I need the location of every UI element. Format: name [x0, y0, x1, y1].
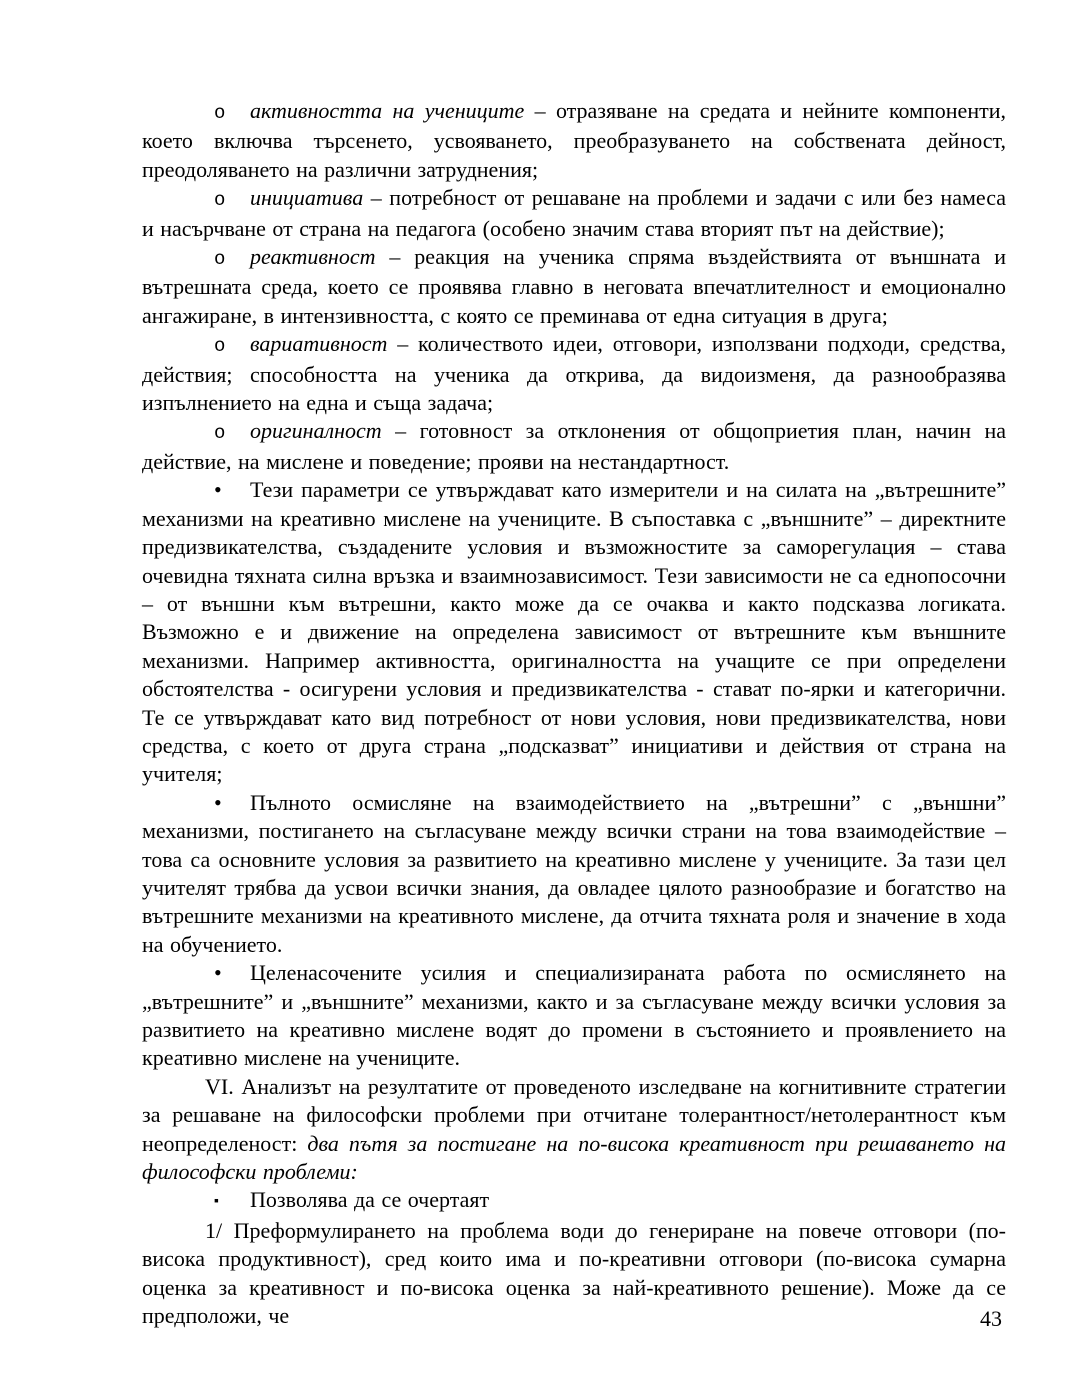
paragraph: [142, 97, 1006, 184]
square-bullet-icon: ▪: [214, 1194, 219, 1210]
circle-bullet-icon: o: [214, 102, 226, 124]
circle-bullet-icon: o: [214, 335, 226, 358]
dot-bullet-icon: •: [214, 789, 222, 815]
text-segment: инициатива: [250, 185, 364, 211]
text-segment: два пътя за постигане на по-висока креативност при решаването на философски проблеми:: [142, 1130, 1006, 1185]
text-segment: Целенасочените усилия и специализираната работа по осмислянето на „вътрешните” и „външните” механизми, както и за съгласуване между всички условия за развитието на креативно мислене водят до промени в състоянието и проявлението на креативно мислене на учениците.: [142, 960, 1006, 1071]
circle-bullet-icon: o: [214, 189, 226, 212]
text-segment: активността на учениците: [250, 98, 525, 123]
text-segment: вариативност: [250, 331, 388, 357]
dot-bullet-icon: •: [214, 960, 222, 986]
paragraph: [142, 476, 1006, 788]
text-segment: Тези параметри се утвърждават като измерители и на силата на „вътрешните” механизми на креативно мислене на учениците. В съпоставка с „външните” – директните предизвикателства, създадените условия и възможностите за саморегулация – става очевидна тяхната силна връзка и взаимнозависимост. Тези зависимости не са еднопосочни – от външни към вътрешни, както може да се очаква и както подсказва логиката. Възможно е и движение на определена зависимост от вътрешните към външните механизми. Например активността, оригиналността на учащите се при определени обстоятелства - осигурени условия и предизвикателства - стават по-ярки и категорични. Те се утвърждават като вид потребност от нови условия, нови предизвикателства, нови средства, с което от друга страна „подсказват” инициативи и действия от страна на учителя;: [142, 477, 1006, 787]
text-segment: – реакция на ученика спряма въздействията от външната и вътрешната среда, което се проявява главно в неговата впечатлителност и емоционално ангажиране, в интензивността, с която се преминава от една ситуация в друга;: [142, 244, 1006, 328]
text-segment: Позволява да се очертаят: [250, 1187, 490, 1213]
paragraph: [142, 1186, 1006, 1216]
paragraph: [142, 243, 1006, 330]
document-body: [142, 97, 1006, 1330]
paragraph: [142, 330, 1006, 417]
text-segment: Пълното осмисляне на взаимодействието на „вътрешни” с „външни” механизми, постигането на съгласуване между всички страни на това взаимодействие – това са основните условия за развитието на креативно мислене у учениците. За тази цел учителят трябва да усвои всички знания, да овладее цялото разнообразие и богатство на вътрешните механизми на креативното мислене, да отчита тяхната роля и значение в хода на обучението.: [142, 789, 1006, 957]
circle-bullet-icon: o: [214, 422, 226, 445]
text-segment: – количеството идеи, отговори, използвани подходи, средства, действия; способността на ученика да открива, да видоизменя, да разнообразява изпълнението на една и съща задача;: [142, 331, 1006, 416]
page-number: 43: [980, 1306, 1002, 1331]
dot-bullet-icon: •: [214, 477, 222, 503]
text-segment: – готовност за отклонения от общоприетия план, начин на действие, на мислене и поведение; прояви на нестандартност.: [142, 418, 1006, 474]
text-segment: – отразяване на средата и нейните компоненти, което включва търсенето, усвояването, преобразуването на собствената дейност, преодоляването на различни затруднения;: [142, 98, 1006, 182]
paragraph: [142, 959, 1006, 1073]
paragraph: [142, 184, 1006, 243]
text-segment: VI. Анализът на резултатите от проведеното изследване на когнитивните стратегии за решаване на философски проблеми при отчитане толерантност/нетолерантност към неопределеност:: [142, 1073, 1006, 1156]
paragraph: [142, 1073, 1006, 1187]
text-segment: 1/ Преформулирането на проблема води до генериране на повече отговори (по-висока продуктивност), сред които има и по-креативни отговори (по-висока сумарна оценка за креативност и по-висока оценка за най-креативното решение). Може да се предположи, че: [142, 1217, 1006, 1329]
text-segment: – потребност от решаване на проблеми и задачи с или без намеса и насърчване от страна на педагога (особено значим става вторият път на действие);: [142, 185, 1006, 241]
paragraph: [142, 789, 1006, 959]
paragraph: [142, 1217, 1006, 1331]
paragraph: [142, 417, 1006, 476]
text-segment: оригиналност: [250, 418, 382, 444]
circle-bullet-icon: o: [214, 248, 226, 271]
text-segment: реактивност: [250, 244, 376, 270]
